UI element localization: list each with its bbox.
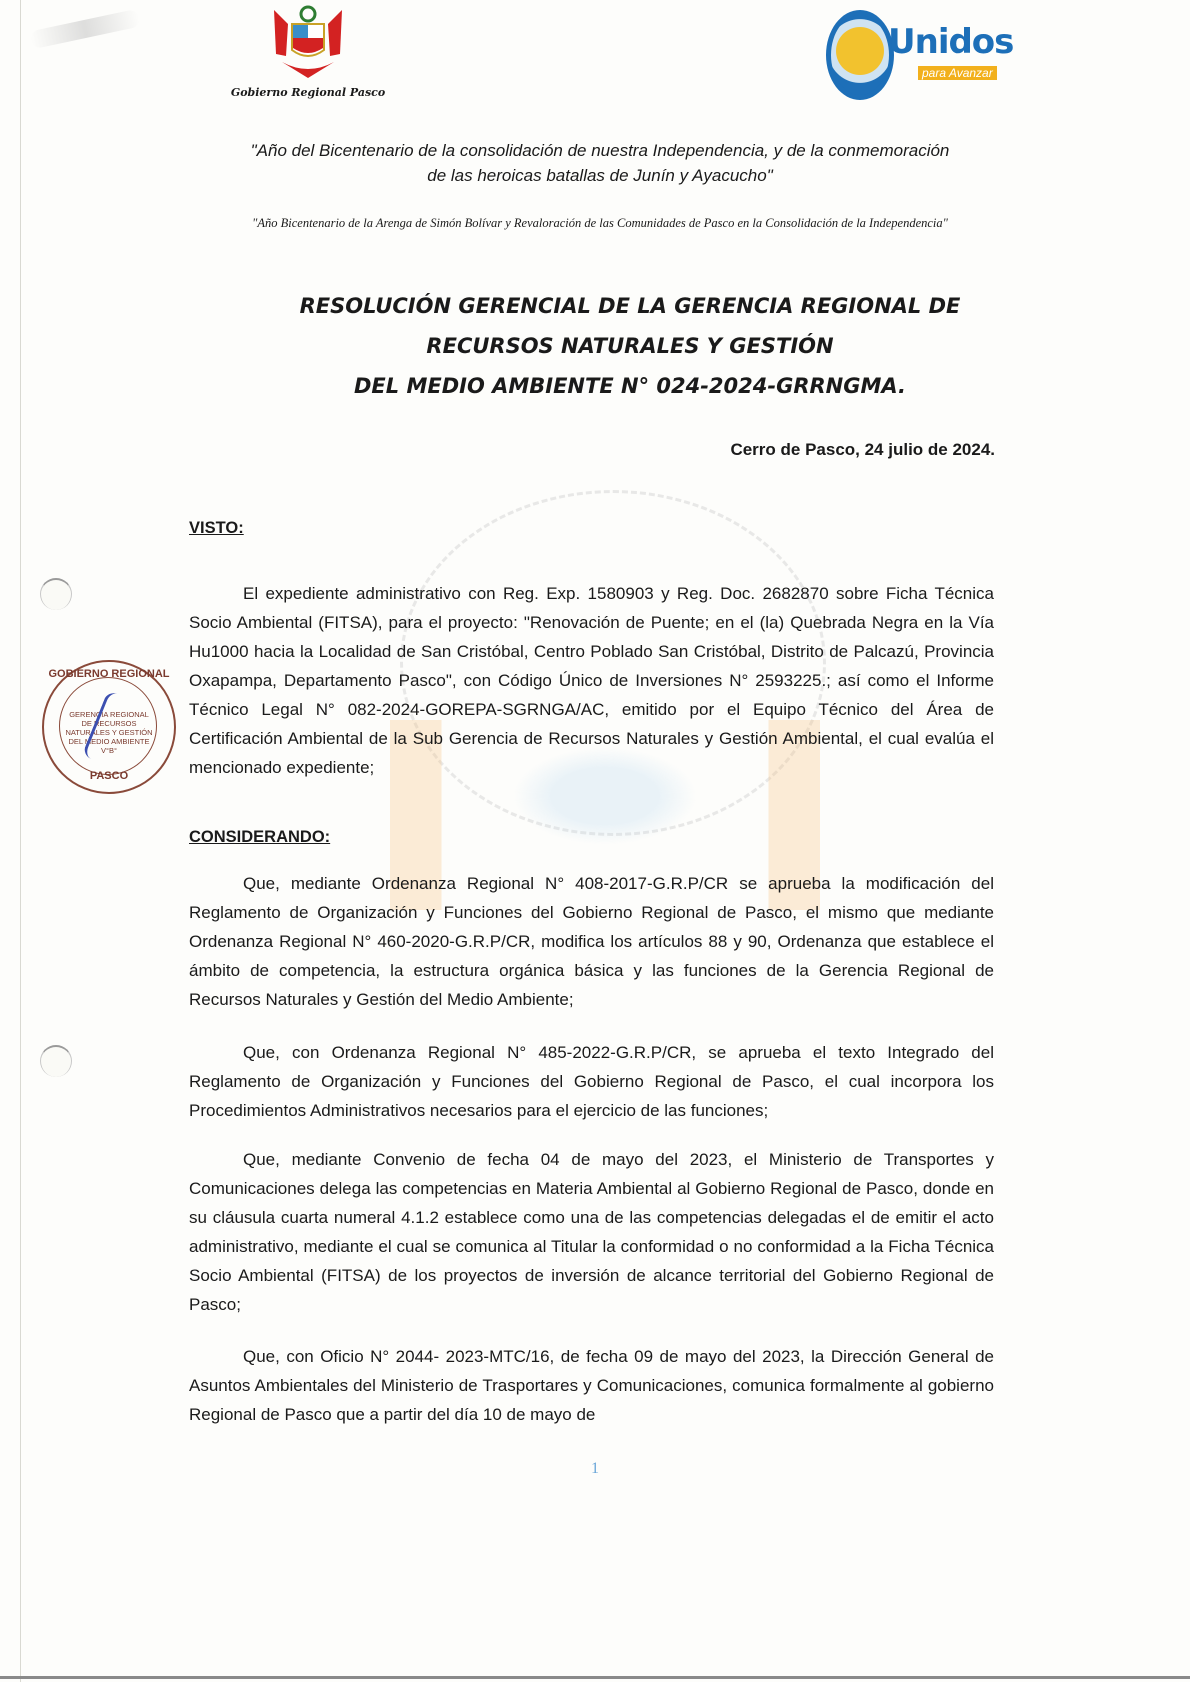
considerando-heading: CONSIDERANDO:: [189, 828, 331, 846]
regional-seal-icon: [826, 10, 894, 100]
page-number: 1: [591, 1460, 599, 1477]
page-edge: [20, 0, 21, 1682]
title-line-2: RECURSOS NATURALES Y GESTIÓN: [426, 334, 834, 358]
document-title: [240, 286, 1020, 406]
punch-hole-icon: [40, 578, 72, 610]
considerando-paragraph: Que, con Ordenanza Regional N° 485-2022-G.R.P/CR, se aprueba el texto Integrado del Reglamento de Organización y Funciones del Gobierno Regional de Pasco, el cual incorpora los Procedimientos Administrativos necesarios para el ejercicio de las funciones;: [189, 1043, 994, 1120]
visto-heading: VISTO:: [189, 519, 244, 537]
stamp-top-text: GOBIERNO REGIONAL: [48, 668, 170, 680]
punch-hole-icon: [40, 1045, 72, 1077]
considerando-paragraph: Que, mediante Ordenanza Regional N° 408-2017-G.R.P/CR se aprueba la modificación del Reglamento de Organización y Funciones del Gobierno Regional de Pasco, el mismo que mediante Ordenanza Regional N° 460-2020-G.R.P/CR, modifica los artículos 88 y 90, Ordenanza que establece el ámbito de competencia, la estructura orgánica básica y las funciones de la Gerencia Regional de Recursos Naturales y Gestión del Medio Ambiente;: [189, 874, 994, 1009]
scan-smudge: [29, 9, 140, 49]
stamp-middle-text: GERENCIA REGIONAL DE RECURSOS NATURALES Y GESTIÓN DEL MEDIO AMBIENTE V°B°: [65, 710, 153, 755]
national-motto-line-2: de las heroicas batallas de Junín y Ayacucho": [427, 166, 773, 185]
official-stamp: [42, 660, 176, 794]
page-edge-bottom: [0, 1676, 1190, 1679]
title-line-3: DEL MEDIO AMBIENTE N° 024-2024-GRRNGMA.: [354, 374, 906, 398]
right-logo: [826, 10, 1014, 95]
regional-motto: "Año Bicentenario de la Arenga de Simón Bolívar y Revaloración de las Comunidades de Pasco en la Consolidación de la Independencia": [252, 216, 948, 230]
visto-paragraph: [189, 579, 994, 782]
stamp-bottom-text: PASCO: [89, 770, 129, 782]
left-logo: [228, 4, 388, 99]
date-line: Cerro de Pasco, 24 julio de 2024.: [730, 440, 995, 459]
visto-text: El expediente administrativo con Reg. Exp. 1580903 y Reg. Doc. 2682870 sobre Ficha Técnica Socio Ambiental (FITSA), para el proyecto: "Renovación de Puente; en el (la) Quebrada Negra en la Vía Hu1000 hacia la Localidad de San Cristóbal, Centro Poblado San Cristóbal, Distrito de Palcazú, Provincia Oxapampa, Departamento Pasco", con Código Único de Inversiones N° 2593225.; así como el Informe Técnico Legal N° 082-2024-GOREPA-SGRNGA/AC, emitido por el Equipo Técnico del Área de Certificación Ambiental de la Sub Gerencia de Recursos Naturales y Gestión Ambiental, el cual evalúa el mencionado expediente;: [189, 584, 994, 777]
brand-tagline: para Avanzar: [918, 66, 997, 80]
considerando-paragraph: Que, mediante Convenio de fecha 04 de mayo del 2023, el Ministerio de Transportes y Comunicaciones delega las competencias en Materia Ambiental al Gobierno Regional de Pasco, donde en su cláusula cuarta numeral 4.1.2 establece como una de las competencias delegadas el de emitir el acto administrativo, mediante el cual se comunica al Titular la conformidad o no conformidad a la Ficha Técnica Socio Ambiental (FITSA) de los proyectos de inversión de alcance territorial del Gobierno Regional de Pasco;: [189, 1150, 994, 1314]
left-logo-label: Gobierno Regional Pasco: [230, 86, 386, 99]
national-motto-line-1: "Año del Bicentenario de la consolidación de nuestra Independencia, y de la conmemoración: [250, 141, 950, 160]
title-line-1: RESOLUCIÓN GERENCIAL DE LA GERENCIA REGIONAL DE: [299, 294, 961, 318]
brand-name: Unidos: [888, 22, 1014, 62]
considerando-paragraph: Que, con Oficio N° 2044- 2023-MTC/16, de fecha 09 de mayo del 2023, la Dirección General de Asuntos Ambientales del Ministerio de Trasportares y Comunicaciones, comunica formalmente al gobierno Regional de Pasco que a partir del día 10 de mayo de: [189, 1347, 994, 1424]
peru-coat-of-arms-icon: [268, 4, 348, 82]
national-motto: [190, 138, 1010, 188]
